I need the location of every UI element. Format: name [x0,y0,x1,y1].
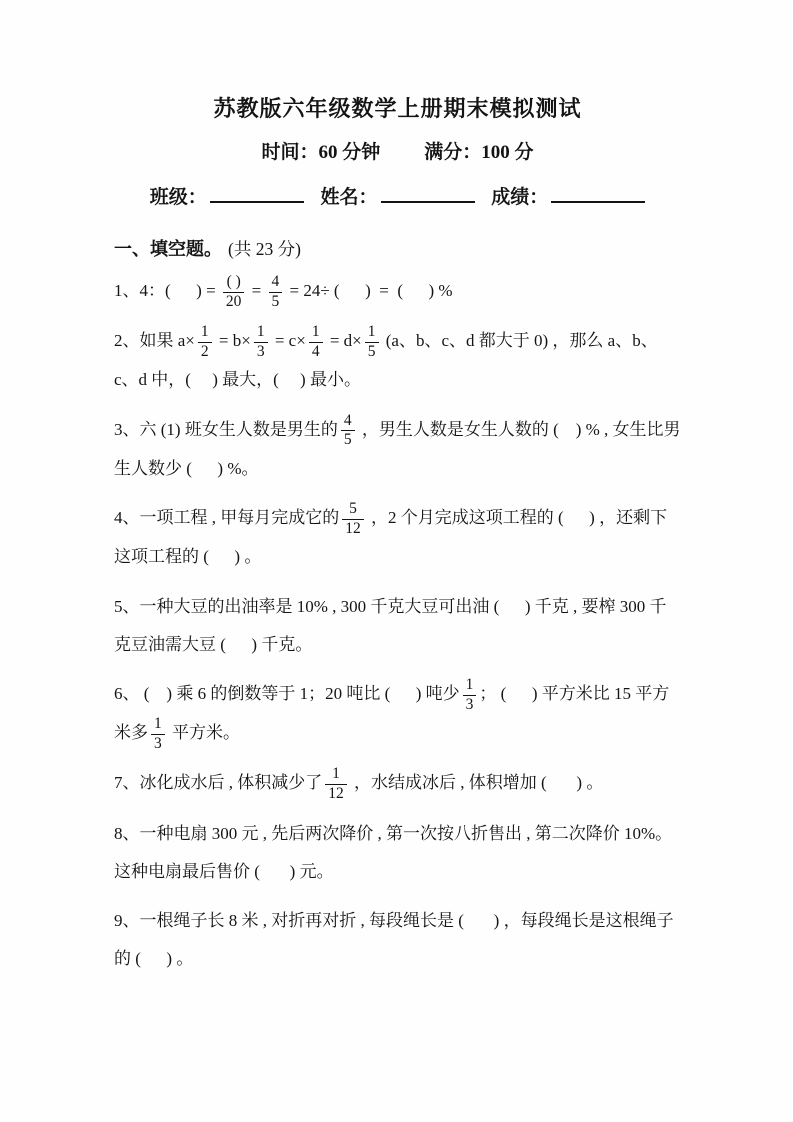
fraction-denominator: 5 [269,292,283,312]
time-label: 时间：60 分钟 [261,142,381,163]
question-text: = c× [270,331,306,351]
fraction-numerator: 1 [332,765,340,783]
question-text: = 24÷ ( ) = ( ) % [285,281,453,300]
name-blank [381,184,475,203]
fraction-denominator: 3 [254,342,268,362]
name-group [320,187,474,208]
fraction [269,273,283,311]
fraction-denominator: 2 [198,342,212,362]
question-9 [114,902,681,979]
page-title: 苏教版六年级数学上册期末模拟测试 [213,96,582,121]
question-2 [114,322,681,399]
question-text: ； ( ) 平方米比 15 平方米多 [114,684,670,743]
fraction-denominator: 4 [309,342,323,362]
question-text: 6、 ( ) 乘 6 的倒数等于 1；20 吨比 ( ) 吨少 [114,684,460,703]
fraction-numerator: 1 [256,323,265,341]
question-text: 3、六 (1) 班女生人数是男生的 [114,419,338,439]
question-text: (a、b、c、d 都大于 0) ，那么 a、b、c、d 中，( ) 最大，( ) 最小。 [114,331,658,390]
question-text: 8、一种电扇 300 元 , 先后两次降价 , 第一次按八折售出 , 第二次降价 10%。这种电扇最后售价 ( ) 元。 [114,823,673,881]
question-8 [114,815,681,892]
score-label: 成绩： [491,187,549,208]
fraction-denominator: 3 [151,734,165,754]
question-text: 5、一种大豆的出油率是 10% , 300 千克大豆可出油 ( ) 千克 , 要榨 300 千克豆油需大豆 ( ) 千克。 [114,596,667,654]
question-4 [114,499,681,576]
fraction-numerator: 1 [200,323,209,341]
score-blank [551,184,645,203]
class-group [150,187,304,208]
question-7 [114,764,681,803]
question-text: = d× [325,331,362,351]
meta-line [114,137,681,164]
question-6 [114,675,681,753]
student-info-line [114,182,681,209]
fraction-denominator: 5 [341,430,355,450]
fraction [223,273,245,311]
question-text: ，2 个月完成这项工程的 ( ) ，还剩下这项工程的 ( ) 。 [114,508,668,567]
fraction-numerator: 1 [311,323,320,341]
question-1 [114,272,681,311]
fraction-denominator: 3 [463,695,477,715]
fraction-denominator: 12 [342,519,364,539]
fraction-numerator: 1 [154,715,162,733]
fraction-numerator: 4 [343,411,352,429]
question-text: 7、冰化成水后 , 体积减少了 [114,773,323,793]
question-text: ，男生人数是女生人数的 ( ) % , 女生比男生人数少 ( ) %。 [114,419,681,478]
question-text: = [247,281,266,300]
section-points: (共 23 分) [228,239,301,259]
question-text: 平方米。 [167,723,240,743]
score-group [491,187,645,208]
fraction-numerator: 5 [349,500,357,518]
question-text: 9、一根绳子长 8 米 , 对折再对折 , 每段绳长是 ( ) ，每段绳长是这根绳子的 ( ) 。 [114,911,674,969]
fraction-numerator: 1 [367,323,376,341]
fraction-denominator: 20 [223,292,245,312]
fraction [151,715,165,753]
fraction [365,323,379,361]
class-label: 班级： [149,187,207,208]
question-text: ，水结成冰后 , 体积增加 ( ) 。 [349,773,604,793]
fraction-numerator: 1 [465,676,474,693]
question-text: = b× [214,331,251,351]
fraction [463,676,477,714]
fraction-denominator: 5 [365,342,379,362]
question-text: 2、如果 a× [114,331,195,351]
fraction [341,412,355,450]
question-5 [114,588,681,665]
fraction [342,500,364,538]
question-list [114,272,681,979]
name-label: 姓名： [320,187,378,208]
fraction-numerator: 4 [271,273,280,290]
fraction [254,323,268,361]
fraction [309,323,323,361]
fraction [325,765,347,803]
fraction-numerator: ( ) [226,273,241,290]
fraction [198,323,212,361]
section-title: 一、填空题。 [114,239,222,259]
class-blank [210,184,304,203]
question-text: 4、一项工程 , 甲每月完成它的 [114,508,340,528]
section-heading [114,235,681,261]
question-3 [114,411,681,488]
question-text: 1、4：( ) = [114,281,220,300]
full-score-label: 满分：100 分 [424,142,534,163]
fraction-denominator: 12 [325,784,347,804]
